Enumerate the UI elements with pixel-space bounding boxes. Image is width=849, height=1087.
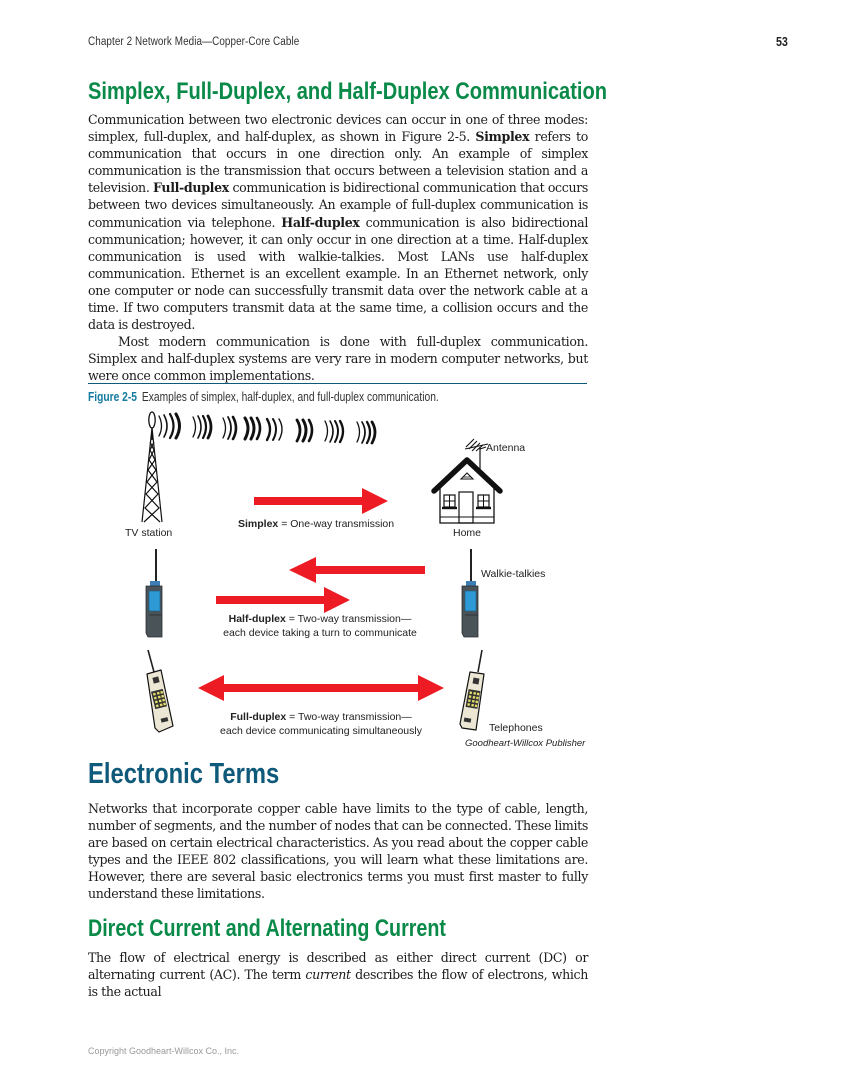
simplex-term: Simplex [238, 518, 279, 530]
running-head: Chapter 2 Network Media—Copper-Core Cable [88, 36, 300, 48]
figure-caption [88, 390, 439, 404]
full-duplex-desc: = Two-way transmission— [286, 711, 412, 723]
simplex-arrow-icon [254, 488, 389, 514]
figure-caption-text: Examples of simplex, half-duplex, and full-duplex communication. [141, 390, 439, 404]
section-heading-simplex-duplex: Simplex, Full-Duplex, and Half-Duplex Communication [88, 78, 608, 105]
text-run: refers to communication that occurs in one direction only. An example of simplex communication is the transmission that occurs between a television station and a television. [88, 129, 588, 196]
text-run: communication is bidirectional communication that occurs between two devices simultaneously. An example of full-duplex communication is communication via telephone. [88, 180, 589, 230]
half-duplex-term: Half-duplex [228, 613, 286, 625]
section-heading-dc-ac: Direct Current and Alternating Current [88, 915, 446, 942]
telephone-right-icon [454, 650, 494, 736]
text-run: describes the flow of electrons, which is the actual [88, 967, 589, 1000]
radio-waves-icon [155, 410, 385, 450]
figure-label: Figure 2-5 [88, 390, 137, 404]
section2-body [88, 800, 588, 903]
full-duplex-double-arrow-icon [198, 675, 444, 701]
section-heading-electronic-terms: Electronic Terms [88, 758, 280, 790]
section1-paragraph-1 [88, 111, 588, 333]
label-home: Home [453, 527, 482, 539]
half-duplex-description [214, 612, 426, 640]
full-duplex-desc-line2: each device communicating simultaneously [220, 725, 422, 737]
half-duplex-left-arrow-icon [289, 557, 425, 583]
section1-paragraph-2: Most modern communication is done with full-duplex communication. Simplex and half-duplex systems are very rare in modern computer networks, but were once common implementations. [88, 334, 588, 384]
half-duplex-desc: = Two-way transmission— [285, 613, 412, 625]
simplex-description [238, 518, 394, 530]
text-run: communication is also bidirectional communication; however, it can only occur in one direction at a time. Half-duplex communication is used with walkie-talkies. Most LANs use half-duplex communication. Ethernet is an excellent example. In an Ethernet network, only one computer or node can successfully transmit data over the network cable at a time. If two computers transmit data at the same time, a collision occurs and the data is destroyed. [88, 214, 588, 333]
label-telephones: Telephones [489, 722, 543, 734]
section3-body [88, 949, 588, 1000]
section2-paragraph: Networks that incorporate copper cable have limits to the type of cable, length, number of segments, and the number of nodes that can be connected. These limits are based on certain electrical characteristics. As you read about the copper cable types and the IEEE 802 classifications, you will learn what these limitations are. However, there are several basic electronics terms you must first master to fully understand these limitations. [88, 801, 588, 902]
walkie-talkie-right-icon [458, 549, 484, 639]
telephone-left-icon [137, 650, 177, 736]
term-current: current [305, 967, 351, 983]
walkie-talkie-left-icon [141, 549, 167, 639]
section1-body [88, 111, 588, 385]
copyright-footer: Copyright Goodheart-Willcox Co., Inc. [88, 1046, 240, 1056]
term-simplex: Simplex [475, 129, 530, 145]
full-duplex-term: Full-duplex [230, 711, 287, 723]
label-walkie-talkies: Walkie-talkies [481, 568, 546, 580]
label-antenna: Antenna [486, 442, 526, 454]
figure-credit: Goodheart-Willcox Publisher [465, 738, 586, 749]
full-duplex-description [210, 710, 432, 738]
half-duplex-desc-line2: each device taking a turn to communicate [223, 627, 417, 639]
term-half-duplex: Half-duplex [281, 214, 360, 230]
text-run: The flow of electrical energy is described as either direct current (DC) or alternating current (AC). The term [88, 950, 588, 983]
label-tv-station: TV station [125, 527, 173, 539]
page-number: 53 [776, 35, 788, 49]
figure-top-rule [88, 383, 587, 384]
simplex-desc: = One-way transmission [278, 518, 395, 530]
section3-paragraph [88, 949, 588, 1000]
term-full-duplex: Full-duplex [153, 180, 229, 196]
half-duplex-right-arrow-icon [216, 587, 351, 613]
text-run: Communication between two electronic devices can occur in one of three modes: simplex, full-duplex, and half-duplex, as shown in Figure 2-5. [88, 112, 588, 145]
